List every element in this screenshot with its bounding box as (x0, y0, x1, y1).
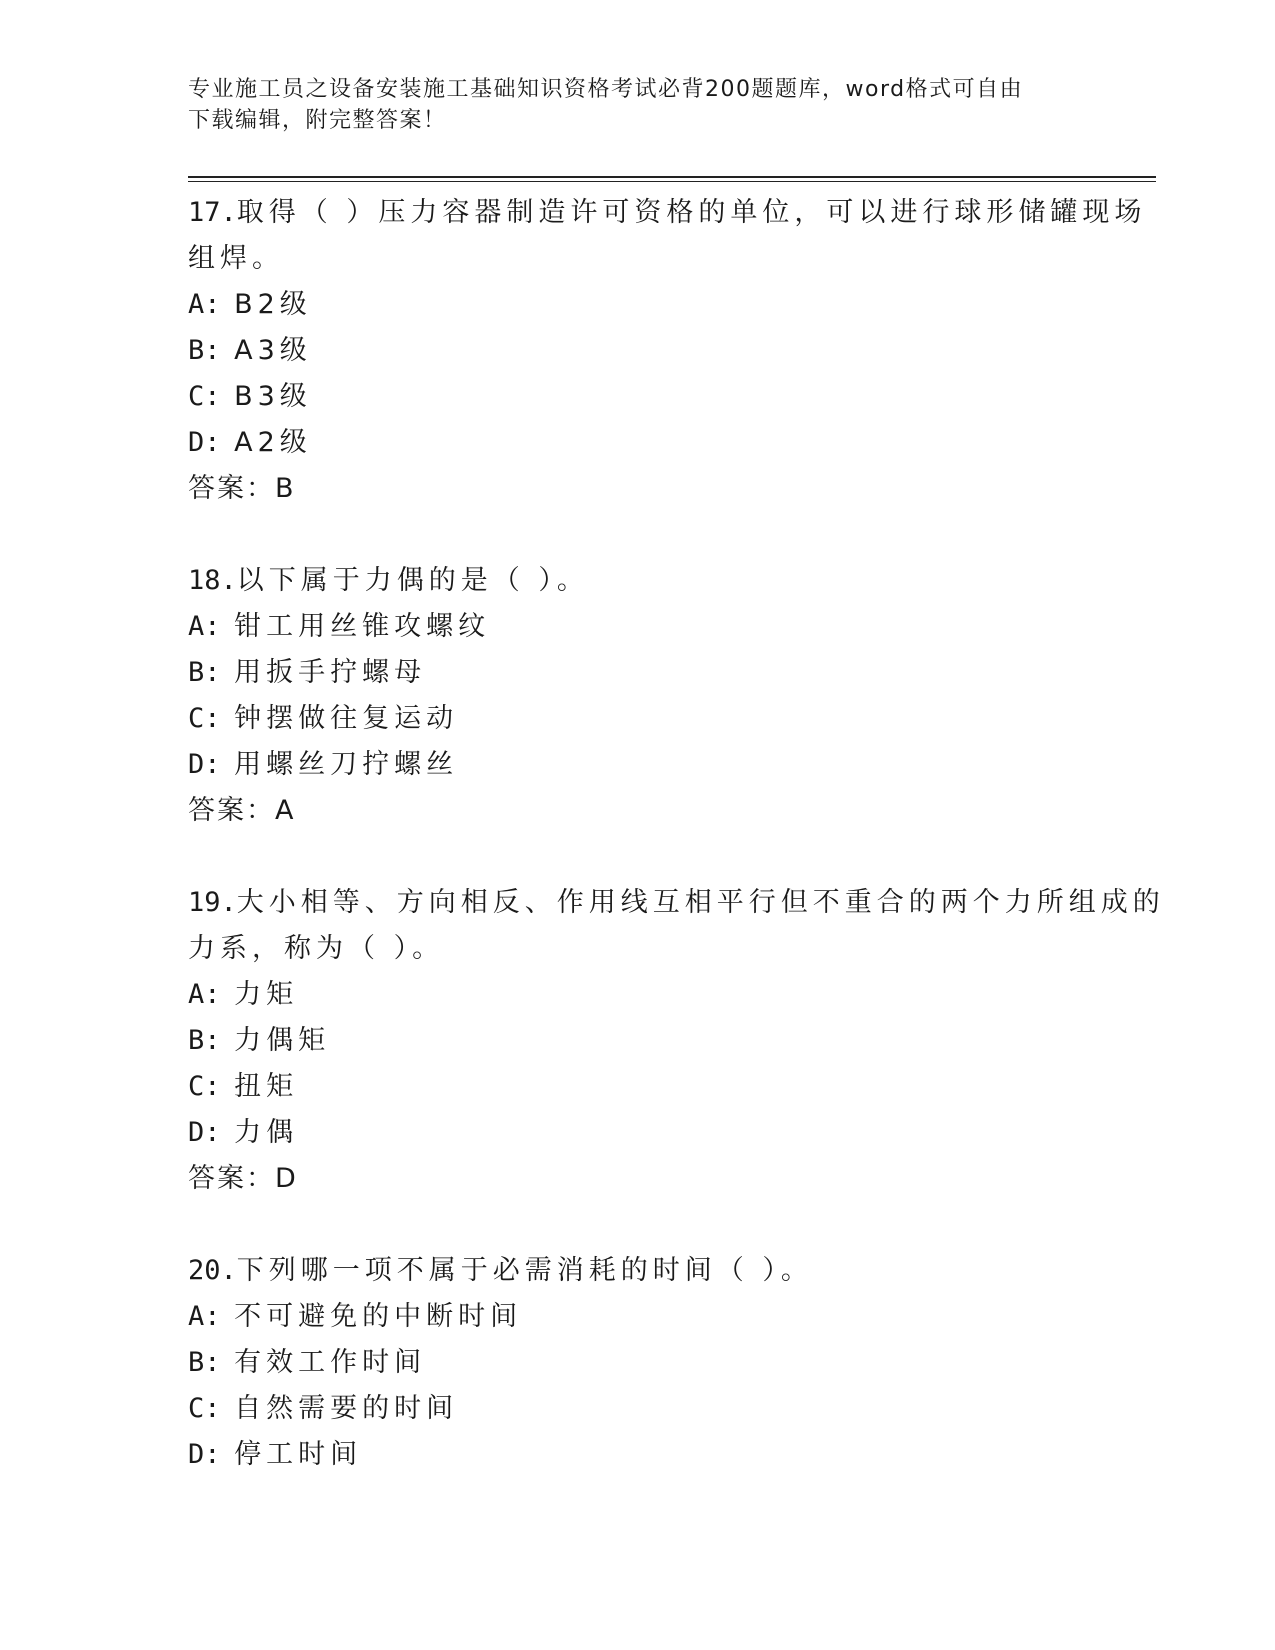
question-line: 下列哪一项不属于必需消耗的时间（ ）。 (236, 1255, 813, 1286)
option-a: A: 力矩 (188, 979, 299, 1010)
option-b: B: 用扳手拧螺母 (188, 657, 427, 688)
option-c: C: B3级 (188, 381, 312, 412)
header-line-1: 专业施工员之设备安装施工基础知识资格考试必背200题题库，word格式可自由 (188, 77, 1024, 102)
question-text (188, 190, 1147, 282)
question-line: 力系，称为（ ）。 (188, 933, 445, 964)
option-c: C: 自然需要的时间 (188, 1393, 459, 1424)
question-number: 19. (188, 887, 237, 918)
question-line: 组焊。 (188, 243, 284, 274)
option-b: B: 有效工作时间 (188, 1347, 427, 1378)
question-line: 以下属于力偶的是（ ）。 (236, 565, 589, 596)
option-a: A: 钳工用丝锥攻螺纹 (188, 611, 491, 642)
option-b: B: 力偶矩 (188, 1025, 331, 1056)
header-divider-thick (188, 176, 1156, 178)
question-line: 取得（ ）压力容器制造许可资格的单位，可以进行球形储罐现场 (236, 197, 1147, 228)
option-d: D: 用螺丝刀拧螺丝 (188, 749, 459, 780)
question-number: 20. (188, 1255, 237, 1286)
option-c: C: 扭矩 (188, 1071, 299, 1102)
option-a: A: B2级 (188, 289, 312, 320)
option-a: A: 不可避免的中断时间 (188, 1301, 523, 1332)
question-18 (188, 558, 1108, 834)
question-20 (188, 1248, 1108, 1478)
question-text (188, 880, 1165, 972)
question-19 (188, 880, 1165, 1202)
question-text (188, 558, 1108, 604)
question-number: 17. (188, 197, 237, 228)
header-divider-thin (188, 181, 1156, 182)
answer: 答案：B (188, 473, 296, 504)
option-d: D: 停工时间 (188, 1439, 363, 1470)
option-d: D: 力偶 (188, 1117, 299, 1148)
question-text (188, 1248, 1108, 1294)
document-header (188, 74, 1088, 136)
answer: 答案：D (188, 1163, 298, 1194)
question-number: 18. (188, 565, 237, 596)
question-17 (188, 190, 1147, 512)
option-d: D: A2级 (188, 427, 312, 458)
question-list (188, 190, 1165, 1524)
answer: 答案：A (188, 795, 296, 826)
header-line-2: 下载编辑，附完整答案！ (188, 108, 447, 133)
option-c: C: 钟摆做往复运动 (188, 703, 459, 734)
option-b: B: A3级 (188, 335, 312, 366)
question-line: 大小相等、方向相反、作用线互相平行但不重合的两个力所组成的 (236, 887, 1165, 918)
